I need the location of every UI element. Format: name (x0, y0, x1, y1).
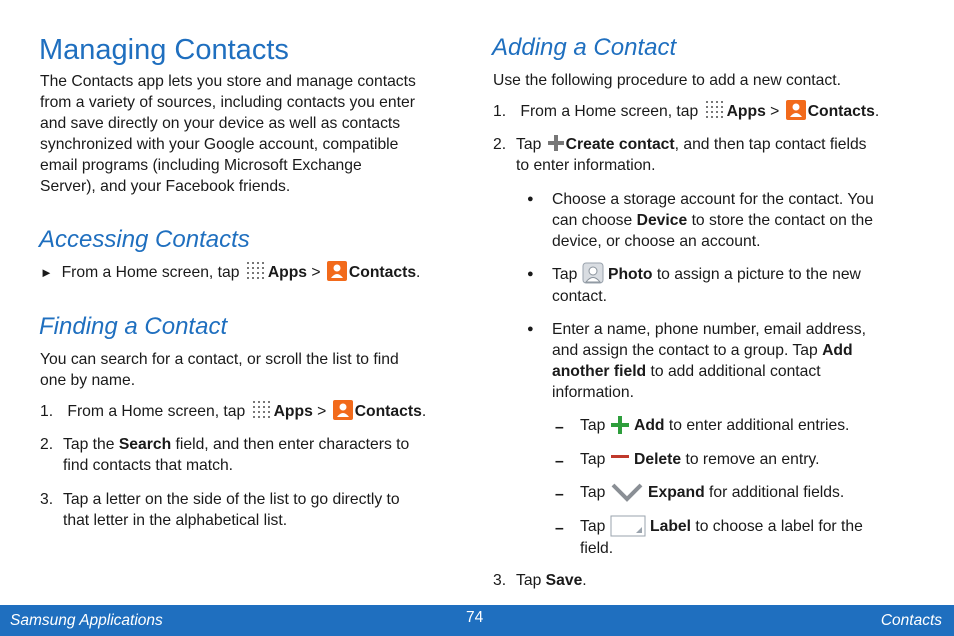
finding-heading: Finding a Contact (39, 313, 228, 340)
bullet-mark: ● (527, 323, 534, 335)
accessing-step (40, 262, 420, 283)
step-text: From a Home screen, tap (67, 403, 246, 420)
bullet-text: Choose a storage account for the contact. You (552, 191, 874, 208)
apps-grid-icon (705, 100, 725, 120)
step-number: 2. (493, 136, 507, 153)
adding-step-1 (493, 101, 879, 122)
page-title: Managing Contacts (39, 34, 289, 66)
delete-label: Delete (634, 451, 682, 468)
accessing-heading: Accessing Contacts (39, 226, 250, 253)
step-number: 1. (40, 403, 54, 420)
plus-icon (546, 133, 566, 153)
step-text: that letter in the alphabetical list. (63, 512, 288, 529)
intro-line: Server), and your Facebook friends. (40, 178, 291, 195)
sub-label (580, 516, 863, 559)
apps-grid-icon (246, 261, 266, 281)
contacts-icon (333, 400, 353, 420)
dash-mark: – (555, 453, 564, 470)
bullet-enter-name (552, 319, 866, 403)
intro-line: The Contacts app lets you store and manage contacts (40, 73, 416, 90)
adding-step-3 (493, 570, 587, 591)
device-label: Device (636, 212, 688, 229)
delete-minus-icon (610, 450, 630, 464)
step-text: Tap (516, 572, 542, 589)
sub-delete (580, 449, 819, 470)
sub-text: Tap (580, 484, 606, 502)
period: . (416, 264, 421, 281)
bullet-text: to add additional contact (650, 363, 821, 380)
dash-mark: – (555, 520, 564, 537)
bullet-text: and assign the contact to a group. Tap (552, 342, 818, 359)
period: . (582, 572, 587, 589)
sub-text: Tap (580, 451, 606, 468)
finding-step-3 (40, 489, 400, 531)
add-label: Add (822, 342, 853, 359)
apps-label: Apps (726, 103, 766, 120)
separator: > (311, 264, 321, 281)
bullet-text: can choose (552, 212, 633, 229)
sub-text: Tap (580, 417, 606, 434)
create-contact-label: Create contact (565, 136, 675, 153)
adding-intro: Use the following procedure to add a new contact. (493, 72, 841, 89)
period: . (874, 103, 880, 120)
sub-text: to remove an entry. (685, 451, 820, 468)
contacts-label: Contacts (348, 264, 417, 281)
step-text: Tap (516, 136, 542, 153)
photo-label: Photo (608, 266, 653, 284)
intro-line: You can search for a contact, or scroll the list to find (40, 351, 399, 368)
step-number: 1. (493, 103, 507, 120)
apps-grid-icon (252, 400, 272, 420)
finding-intro (40, 349, 399, 391)
footer-bar (0, 605, 954, 636)
step-text: to enter information. (516, 157, 656, 174)
bullet-text: Enter a name, phone number, email address, (552, 321, 866, 338)
add-plus-icon (610, 415, 630, 435)
sub-expand (580, 482, 844, 504)
another-field-label: another field (552, 363, 647, 380)
intro-line: from a variety of sources, including contacts you enter (40, 94, 415, 111)
finding-step-2 (40, 434, 409, 476)
footer-chapter: Contacts (880, 612, 942, 629)
contacts-icon (786, 100, 806, 120)
adding-heading: Adding a Contact (492, 34, 677, 61)
sub-text: Tap (580, 518, 606, 536)
search-label: Search (118, 436, 172, 453)
step-text: Tap a letter on the side of the list to go directly to (63, 491, 400, 508)
step-number: 3. (40, 491, 54, 508)
sub-text: to choose a label for the (695, 518, 863, 536)
bullet-text: Tap (552, 266, 578, 284)
bullet-text: device, or choose an account. (552, 233, 761, 250)
sub-text: field. (580, 540, 614, 557)
bullet-text: information. (552, 384, 634, 401)
period: . (421, 403, 427, 420)
expand-chevron-icon (610, 481, 644, 503)
finding-step-1 (40, 401, 426, 422)
bullet-text: to store the contact on the (691, 212, 873, 229)
step-text: Tap the (63, 436, 115, 453)
step-number: 3. (493, 572, 507, 589)
dash-mark: – (555, 419, 564, 436)
sub-text: to enter additional entries. (668, 417, 850, 434)
sub-add (580, 415, 849, 436)
separator: > (317, 403, 327, 420)
step-text: , and then tap contact fields (674, 136, 867, 153)
apps-label: Apps (273, 403, 313, 420)
dash-mark: – (555, 486, 564, 503)
step-number: 2. (40, 436, 54, 453)
contacts-icon (327, 261, 347, 281)
label-label: Label (650, 518, 691, 536)
adding-step-2 (493, 134, 867, 176)
intro-line: synchronized with your Google account, compatible (40, 136, 399, 153)
intro-line: email programs (including Microsoft Exchange (40, 157, 362, 174)
bullet-mark: ● (527, 193, 534, 205)
bullet-photo (552, 264, 861, 307)
sub-text: for additional fields. (709, 484, 845, 502)
bullet-text: to assign a picture to the new (656, 266, 861, 284)
step-text: From a Home screen, tap (520, 103, 699, 120)
intro-paragraph (40, 71, 470, 197)
save-label: Save (545, 572, 583, 589)
add-label: Add (634, 417, 665, 434)
bullet-mark: ● (527, 268, 534, 280)
contacts-label: Contacts (807, 103, 875, 120)
bullet-arrow: ► (40, 265, 53, 280)
step-text: From a Home screen, tap (61, 264, 240, 281)
expand-label: Expand (648, 484, 705, 502)
footer-section: Samsung Applications (10, 612, 163, 629)
photo-icon (582, 262, 604, 284)
separator: > (770, 103, 780, 120)
label-field-icon (610, 515, 646, 537)
intro-line: one by name. (40, 372, 136, 389)
page-number: 74 (466, 609, 484, 626)
apps-label: Apps (267, 264, 308, 281)
bullet-storage (552, 189, 874, 252)
bullet-text: contact. (552, 288, 607, 305)
step-text: field, and then enter characters to (175, 436, 410, 453)
step-text: find contacts that match. (63, 457, 234, 474)
contacts-label: Contacts (354, 403, 422, 420)
intro-line: and save directly on your device as well as contacts (40, 115, 401, 132)
